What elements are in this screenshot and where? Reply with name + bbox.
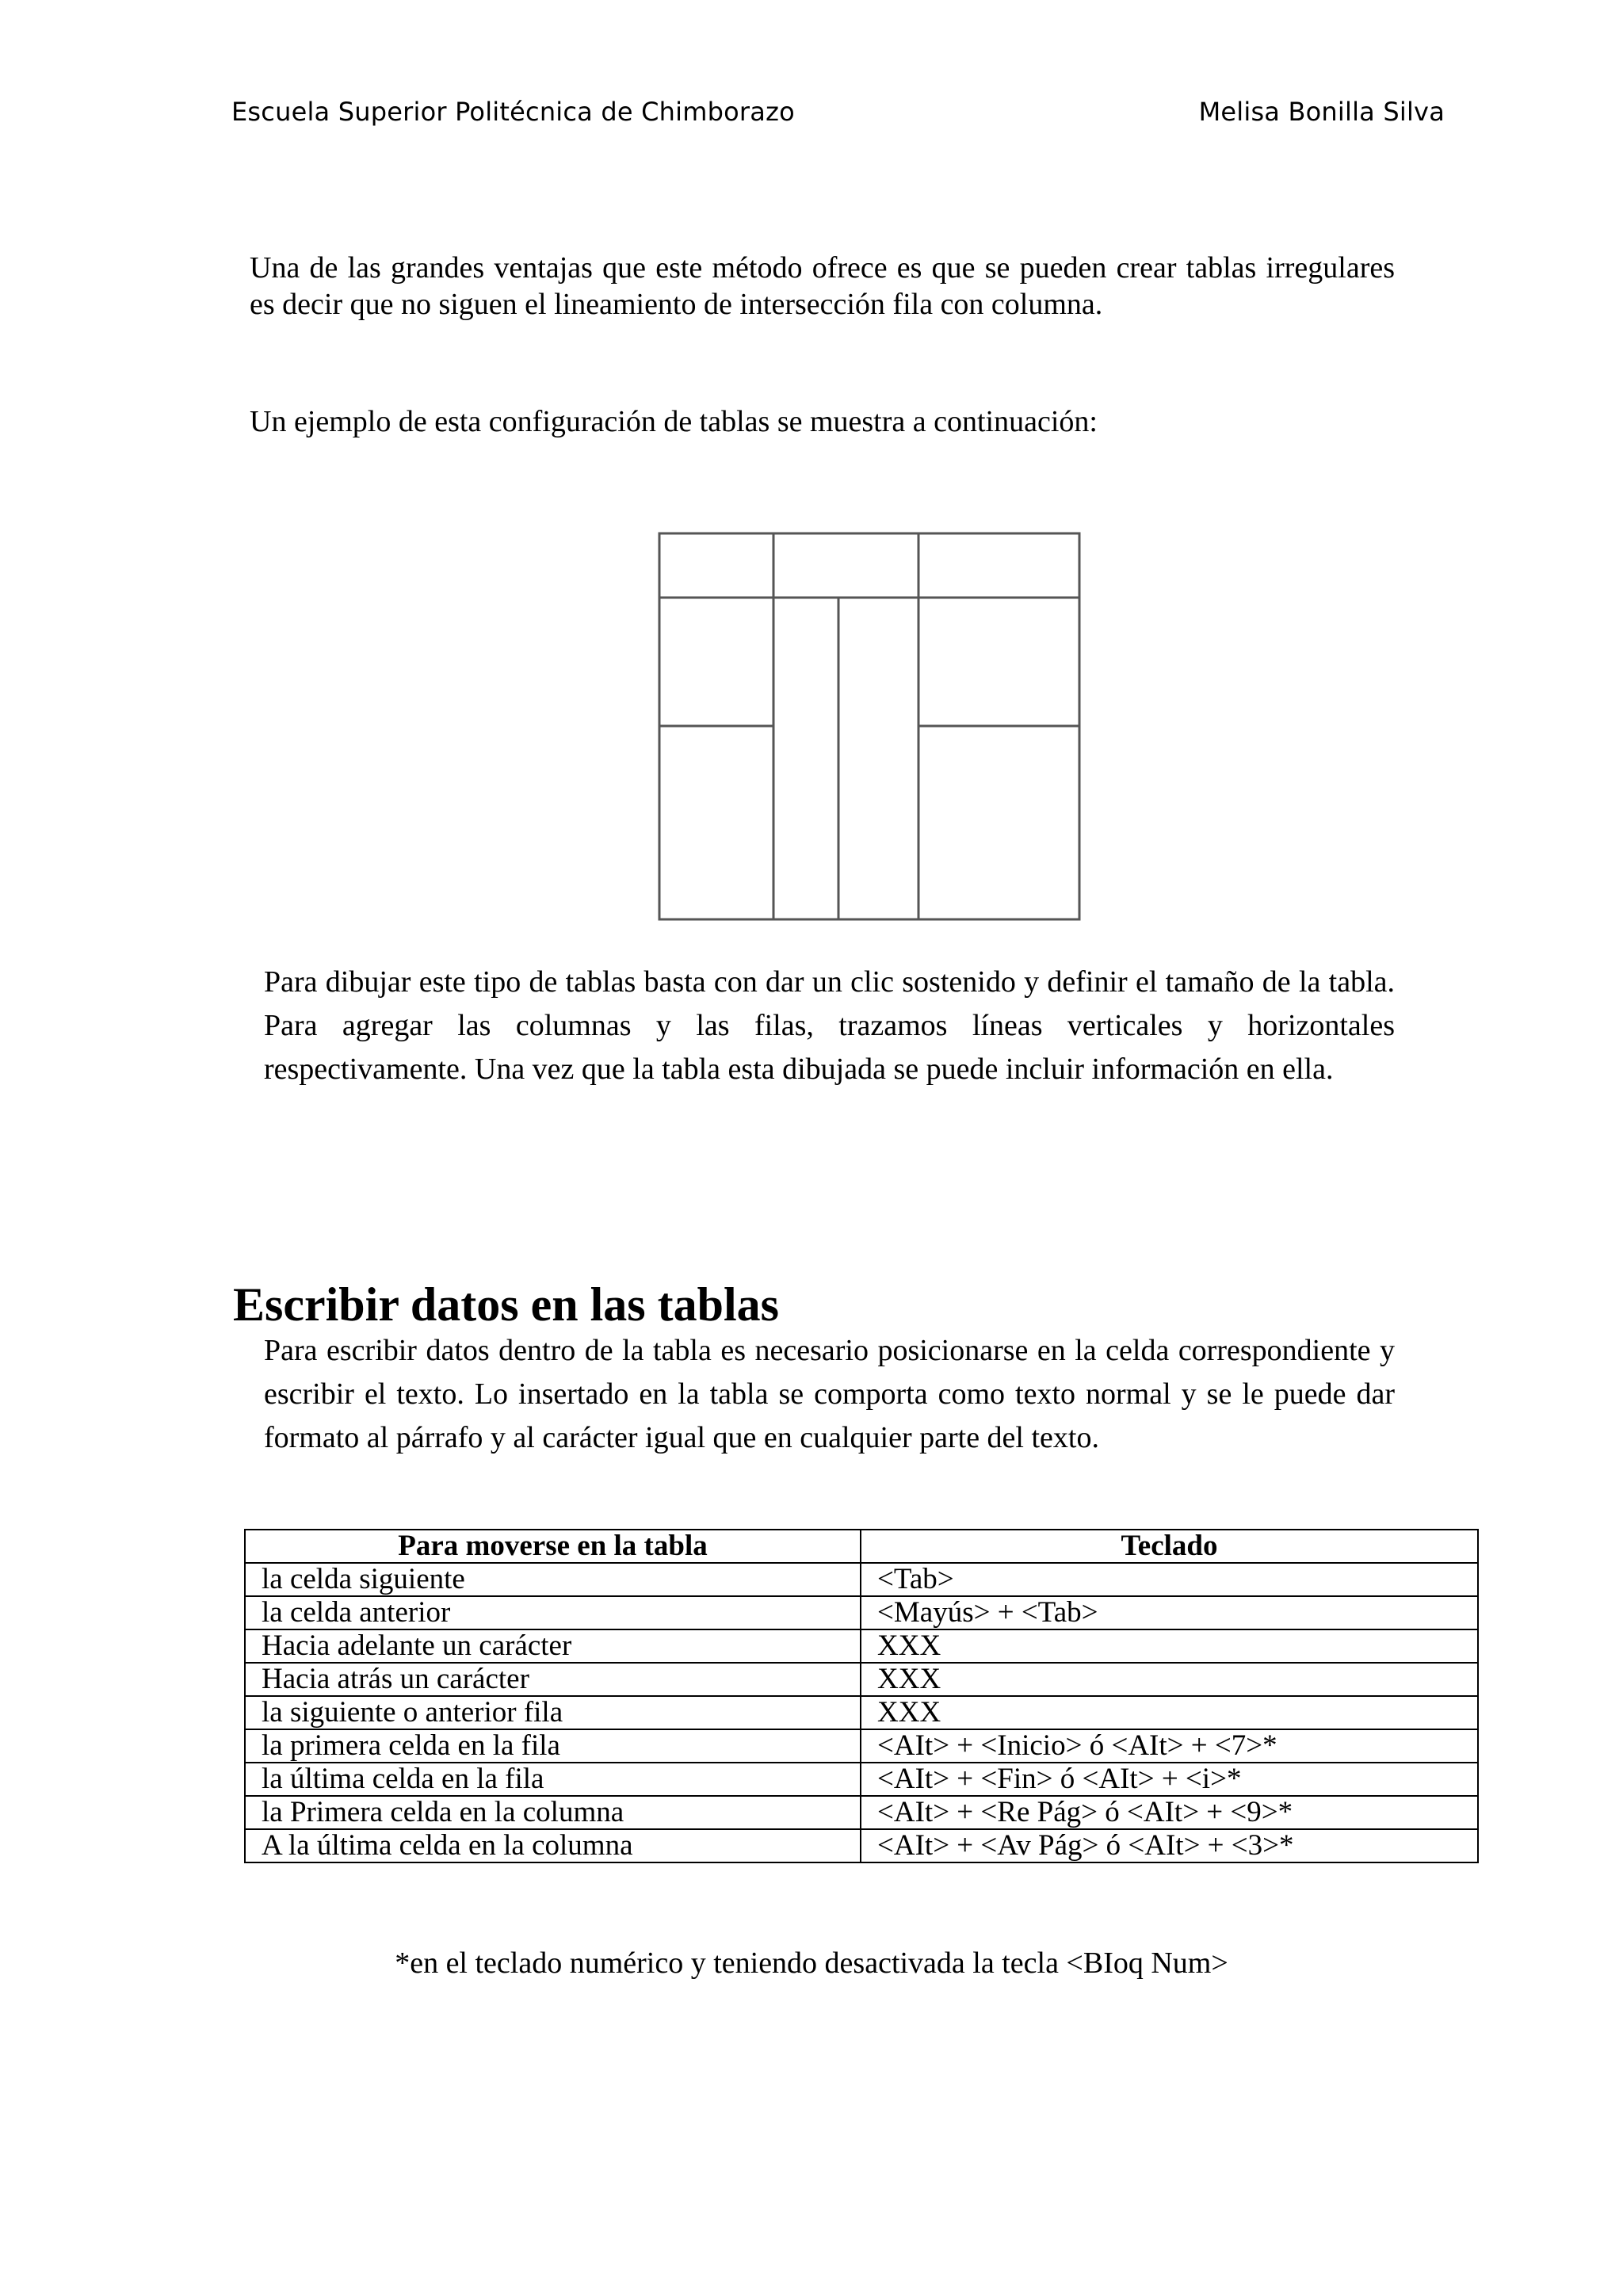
table-cell-keys: XXX [861,1696,1478,1729]
table-cell-action: la celda siguiente [245,1563,861,1596]
table-row [245,1763,1478,1796]
irregular-table-diagram [653,529,1086,926]
table-row [245,1696,1478,1729]
table-cell-action: la siguiente o anterior fila [245,1696,861,1729]
section-heading: Escribir datos en las tablas [233,1278,779,1331]
table-cell-action: Hacia atrás un carácter [245,1663,861,1696]
table-header-row [245,1530,1478,1563]
table-cell-action: A la última celda en la columna [245,1829,861,1862]
header-institution: Escuela Superior Politécnica de Chimborazo [231,97,795,127]
table-row [245,1563,1478,1596]
table-row [245,1663,1478,1696]
table-cell-keys: <Mayús> + <Tab> [861,1596,1478,1629]
table-row [245,1829,1478,1862]
table-row [245,1629,1478,1663]
table-row [245,1796,1478,1829]
keyboard-shortcut-table [244,1529,1479,1863]
table-cell-action: la Primera celda en la columna [245,1796,861,1829]
table-header-cell: Para moverse en la tabla [245,1530,861,1563]
table-cell-keys: XXX [861,1629,1478,1663]
table-cell-action: Hacia adelante un carácter [245,1629,861,1663]
intro-paragraph: Una de las grandes ventajas que este método ofrece es que se pueden crear tablas irregulares es decir que no siguen el lineamiento de intersección fila con columna. [250,251,1395,321]
table-cell-keys: <AIt> + <Av Pág> ó <AIt> + <3>* [861,1829,1478,1862]
table-footnote: *en el teclado numérico y teniendo desactivada la tecla <BIoq Num> [395,1946,1228,1980]
table-cell-action: la primera celda en la fila [245,1729,861,1763]
header-author: Melisa Bonilla Silva [1198,97,1445,127]
table-row [245,1729,1478,1763]
table-cell-action: la celda anterior [245,1596,861,1629]
table-cell-keys: <Tab> [861,1563,1478,1596]
example-paragraph: Un ejemplo de esta configuración de tablas se muestra a continuación: [250,405,1098,438]
table-cell-keys: <AIt> + <Inicio> ó <AIt> + <7>* [861,1729,1478,1763]
table-cell-keys: <AIt> + <Re Pág> ó <AIt> + <9>* [861,1796,1478,1829]
table-header-cell: Teclado [861,1530,1478,1563]
table-cell-action: la última celda en la fila [245,1763,861,1796]
page-header [231,97,1445,136]
table-cell-keys: XXX [861,1663,1478,1696]
table-cell-keys: <AIt> + <Fin> ó <AIt> + <i>* [861,1763,1478,1796]
table-row [245,1596,1478,1629]
draw-paragraph: Para dibujar este tipo de tablas basta con dar un clic sostenido y definir el tamaño de la tabla. Para agregar las columnas y las filas, trazamos líneas verticales y horizontales respectivamente. Una vez que la tabla esta dibujada se puede incluir información en ella. [264,965,1395,1086]
write-paragraph: Para escribir datos dentro de la tabla es necesario posicionarse en la celda correspondiente y escribir el texto. Lo insertado en la tabla se comporta como texto normal y se le puede dar formato al párrafo y al carácter igual que en cualquier parte del texto. [264,1334,1395,1454]
